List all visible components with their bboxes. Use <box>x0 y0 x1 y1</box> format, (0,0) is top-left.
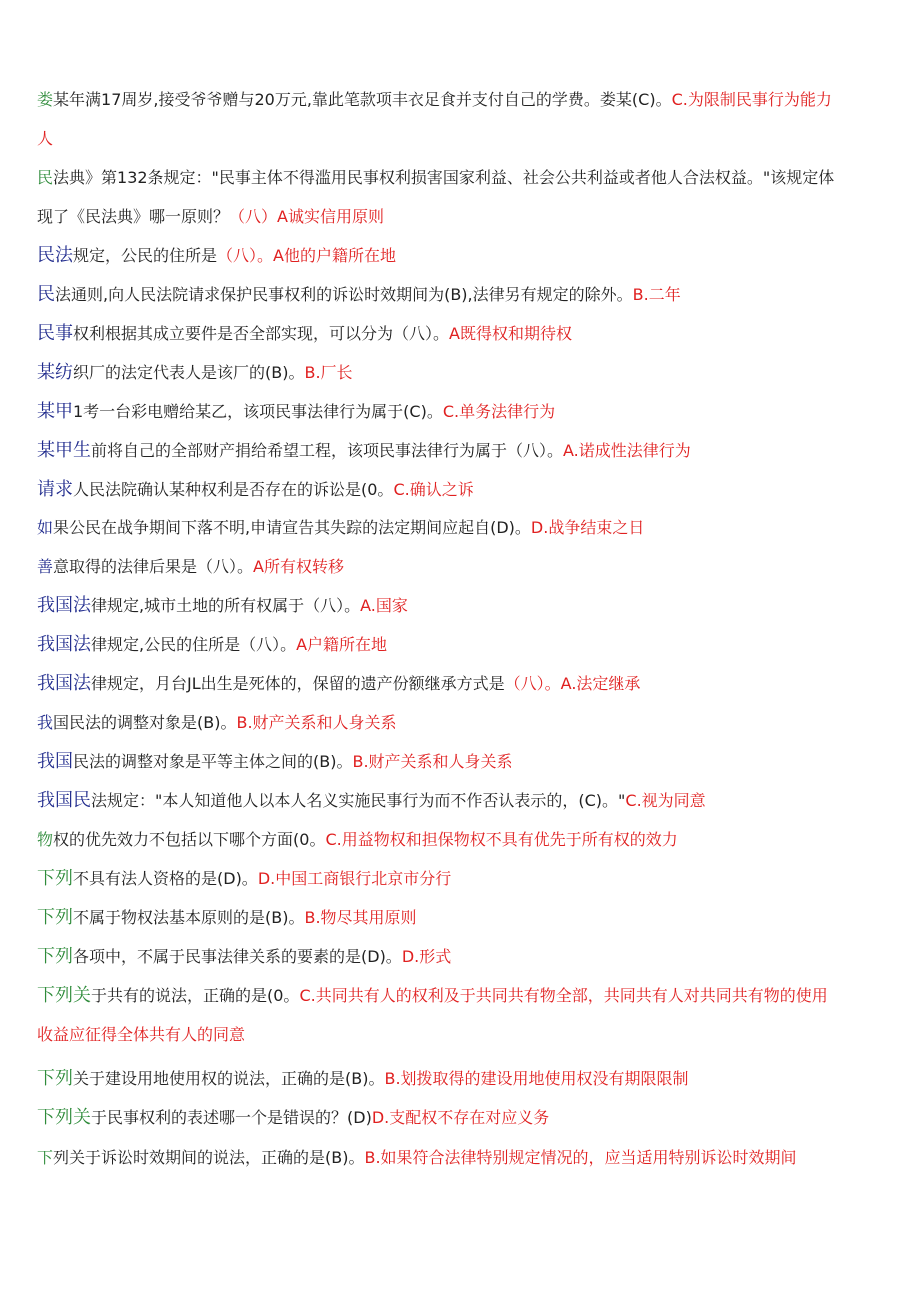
item-lead: 我国法 <box>37 634 91 655</box>
item-answer: B.财产关系和人身关系 <box>352 752 513 771</box>
item-question: 各项中，不属于民事法律关系的要素的是(D)。 <box>73 947 402 966</box>
qa-item <box>37 592 890 620</box>
item-answer: B.厂长 <box>304 363 353 382</box>
item-lead: 下列 <box>37 907 73 928</box>
item-lead: 娄 <box>37 90 54 109</box>
item-lead: 民法 <box>37 245 73 266</box>
item-answer: D.战争结束之日 <box>530 518 645 537</box>
item-lead: 下列关 <box>37 985 91 1006</box>
item-lead: 下列 <box>37 1068 73 1089</box>
qa-item <box>37 1104 890 1132</box>
item-question: 关于建设用地使用权的说法，正确的是(B)。 <box>73 1069 385 1088</box>
qa-item <box>37 865 890 893</box>
item-answer: A诚实信用原则 <box>277 207 384 226</box>
item-answer-continuation: 人 <box>37 129 54 148</box>
item-lead: 民 <box>37 284 55 305</box>
item-answer: C.视为同意 <box>625 791 706 810</box>
item-lead: 下 <box>37 1148 54 1167</box>
item-lead: 我国法 <box>37 673 91 694</box>
item-paren: （八） <box>229 207 278 226</box>
item-answer: B.财产关系和人身关系 <box>236 713 397 732</box>
item-answer: A.法定继承 <box>560 674 641 693</box>
item-lead: 我 <box>37 713 54 732</box>
item-answer: D.中国工商银行北京市分行 <box>257 869 452 888</box>
qa-item <box>37 709 890 737</box>
qa-item <box>37 164 890 192</box>
item-answer: A户籍所在地 <box>296 635 388 654</box>
item-answer: D.支配权不存在对应义务 <box>371 1108 550 1127</box>
qa-item <box>37 787 890 815</box>
item-question: 法规定："本人知道他人以本人名义实施民事行为而不作否认表示的，(C)。" <box>91 791 626 810</box>
item-answer: C.共同共有人的权利及于共同共有物全部，共同共有人对共同共有物的使用 <box>299 986 828 1005</box>
item-question: 律规定，月台JL出生是死体的，保留的遗产份额继承方式是 <box>91 674 505 693</box>
qa-item <box>37 86 890 114</box>
item-answer: C.用益物权和担保物权不具有优先于所有权的效力 <box>325 830 678 849</box>
qa-item <box>37 398 890 426</box>
item-lead: 下列关 <box>37 1107 91 1128</box>
qa-item <box>37 281 890 309</box>
qa-item <box>37 748 890 776</box>
item-question-continuation: 现了《民法典》哪一原则？ <box>37 207 230 226</box>
item-lead: 我国 <box>37 751 73 772</box>
item-question: 律规定,城市土地的所有权属于（八）。 <box>91 596 361 615</box>
qa-item <box>37 359 890 387</box>
item-answer-continuation: 收益应征得全体共有人的同意 <box>37 1025 246 1044</box>
item-answer: B.物尽其用原则 <box>304 908 417 927</box>
qa-item <box>37 476 890 504</box>
item-question: 不属于物权法基本原则的是(B)。 <box>73 908 305 927</box>
item-question: 果公民在战争期间下落不明,申请宣告其失踪的法定期间应起自(D)。 <box>53 518 531 537</box>
item-answer: A所有权转移 <box>253 557 344 576</box>
item-lead: 我国法 <box>37 595 91 616</box>
qa-item <box>37 826 890 854</box>
item-question: 民法的调整对象是平等主体之间的(B)。 <box>73 752 353 771</box>
qa-item <box>37 943 890 971</box>
qa-item <box>37 320 890 348</box>
item-lead: 善 <box>37 557 54 576</box>
item-answer: C.确认之诉 <box>393 480 474 499</box>
item-question: 人民法院确认某种权利是否存在的诉讼是(0。 <box>73 480 394 499</box>
item-lead: 下列 <box>37 868 73 889</box>
item-question: 规定，公民的住所是 <box>73 246 218 265</box>
item-question: 前将自己的全部财产捐给希望工程，该项民事法律行为属于（八）。 <box>91 441 564 460</box>
item-question: 某年满17周岁,接受爷爷赠与20万元,靠此笔款项丰衣足食并支付自己的学费。娄某(C)。 <box>53 90 672 109</box>
qa-item <box>37 1144 890 1172</box>
item-answer: C.单务法律行为 <box>442 402 556 421</box>
qa-item <box>37 553 890 581</box>
item-answer: D.形式 <box>401 947 452 966</box>
item-answer: A他的户籍所在地 <box>273 246 396 265</box>
item-lead: 物 <box>37 830 54 849</box>
qa-item <box>37 904 890 932</box>
item-question: 法通则,向人民法院请求保护民事权利的诉讼时效期间为(B),法律另有规定的除外。 <box>55 285 633 304</box>
qa-item-continuation <box>37 203 890 231</box>
qa-item <box>37 982 890 1010</box>
item-question: 于民事权利的表述哪一个是错误的？(D) <box>91 1108 372 1127</box>
qa-item <box>37 631 890 659</box>
qa-item <box>37 242 890 270</box>
item-question: 不具有法人资格的是(D)。 <box>73 869 258 888</box>
item-question: 列关于诉讼时效期间的说法，正确的是(B)。 <box>53 1148 365 1167</box>
item-answer: A既得权和期待权 <box>449 324 572 343</box>
qa-item <box>37 437 890 465</box>
item-question: 1考一台彩电赠给某乙，该项民事法律行为属于(C)。 <box>73 402 443 421</box>
item-question: 于共有的说法，正确的是(0。 <box>91 986 300 1005</box>
item-lead: 某甲生 <box>37 440 91 461</box>
item-answer: A.诺成性法律行为 <box>563 441 691 460</box>
item-answer: B.二年 <box>632 285 681 304</box>
item-lead: 下列 <box>37 946 73 967</box>
item-question: 律规定,公民的住所是（八）。 <box>91 635 297 654</box>
item-answer: C.为限制民事行为能力 <box>671 90 832 109</box>
item-lead: 我国民 <box>37 790 91 811</box>
item-question: 织厂的法定代表人是该厂的(B)。 <box>73 363 305 382</box>
item-lead: 如 <box>37 518 54 537</box>
item-answer: B.如果符合法律特别规定情况的，应当适用特别诉讼时效期间 <box>364 1148 797 1167</box>
item-question: 意取得的法律后果是（八）。 <box>53 557 254 576</box>
item-answer: B.划拨取得的建设用地使用权没有期限限制 <box>384 1069 689 1088</box>
item-lead: 某甲 <box>37 401 73 422</box>
item-lead: 请求 <box>37 479 73 500</box>
item-question: 权利根据其成立要件是否全部实现，可以分为（八）。 <box>73 324 450 343</box>
item-answer: A.国家 <box>360 596 408 615</box>
item-question: 法典》第132条规定："民事主体不得滥用民事权利损害国家利益、社会公共利益或者他人合法权益。"该规定体 <box>53 168 835 187</box>
qa-item <box>37 1065 890 1093</box>
item-lead: 某纺 <box>37 362 73 383</box>
item-paren: （八）。 <box>217 246 274 265</box>
qa-item <box>37 514 890 542</box>
item-lead: 民事 <box>37 323 73 344</box>
item-lead: 民 <box>37 168 54 187</box>
item-question: 国民法的调整对象是(B)。 <box>53 713 237 732</box>
item-question: 权的优先效力不包括以下哪个方面(0。 <box>53 830 326 849</box>
qa-item-continuation <box>37 1021 890 1049</box>
qa-item <box>37 670 890 698</box>
item-paren: （八）。 <box>504 674 561 693</box>
qa-item-continuation <box>37 125 890 153</box>
